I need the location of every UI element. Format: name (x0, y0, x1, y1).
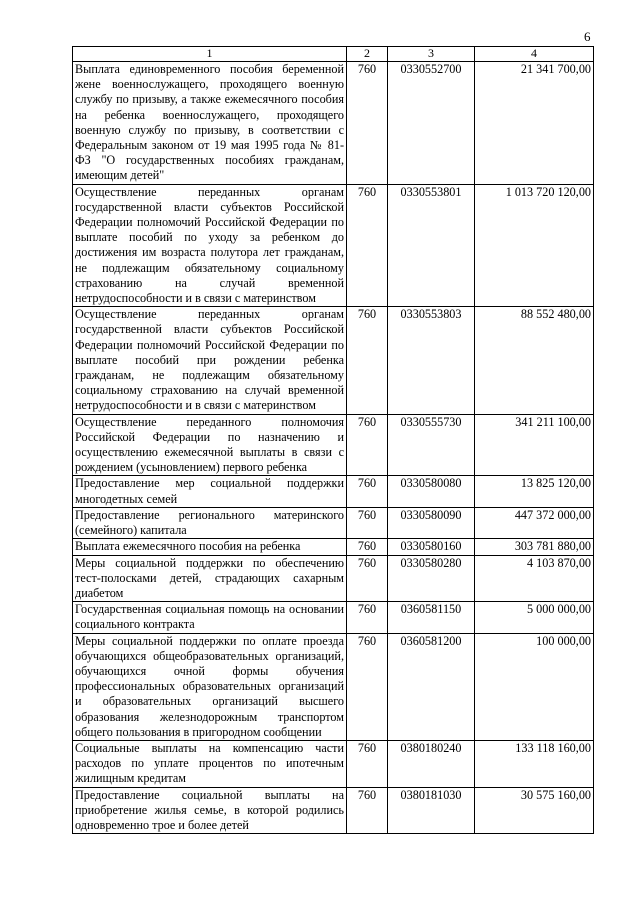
row-target-article: 0330555730 (388, 414, 475, 476)
table-row (73, 62, 594, 185)
table-row (73, 414, 594, 476)
row-target-article: 0360581200 (388, 633, 475, 740)
row-description: Социальные выплаты на компенсацию части расходов по уплате процентов по ипотечным жилищным кредитам (73, 740, 347, 787)
row-description: Осуществление переданного полномочия Российской Федерации по назначению и осуществлению ежемесячной выплаты в связи с рождением (усыновлением) первого ребенка (73, 414, 347, 476)
table-row (73, 307, 594, 414)
row-description: Осуществление переданных органам государственной власти субъектов Российской Федерации полномочий Российской Федерации по выплате пособий при рождении ребенка гражданам, не подлежащим обязательному социальному страхованию на случай временной нетрудоспособности и в связи с материнством (73, 307, 347, 414)
row-code: 760 (347, 539, 388, 555)
row-amount: 30 575 160,00 (475, 787, 594, 834)
row-target-article: 0330580280 (388, 555, 475, 602)
row-code: 760 (347, 633, 388, 740)
page-number: 6 (584, 29, 591, 44)
column-header-2: 2 (347, 47, 388, 62)
row-amount: 13 825 120,00 (475, 476, 594, 507)
table-row (73, 476, 594, 507)
table-header-row (73, 47, 594, 62)
row-amount: 4 103 870,00 (475, 555, 594, 602)
row-code: 760 (347, 184, 388, 307)
row-description: Предоставление регионального материнского (семейного) капитала (73, 507, 347, 538)
row-code: 760 (347, 507, 388, 538)
row-description: Государственная социальная помощь на основании социального контракта (73, 602, 347, 633)
row-target-article: 0380181030 (388, 787, 475, 834)
row-target-article: 0330553803 (388, 307, 475, 414)
row-code: 760 (347, 307, 388, 414)
row-target-article: 0360581150 (388, 602, 475, 633)
table-row (73, 602, 594, 633)
row-target-article: 0330580160 (388, 539, 475, 555)
table-row (73, 633, 594, 740)
table-row (73, 787, 594, 834)
row-amount: 303 781 880,00 (475, 539, 594, 555)
row-target-article: 0330552700 (388, 62, 475, 185)
budget-table (72, 46, 594, 834)
table-row (73, 539, 594, 555)
row-description: Меры социальной поддержки по оплате проезда обучающихся общеобразовательных организаций, обучающихся очной формы обучения профессиональных образовательных организаций и образовательных организаций высшего образования железнодорожным транспортом общего пользования в пригородном сообщении (73, 633, 347, 740)
row-amount: 447 372 000,00 (475, 507, 594, 538)
row-code: 760 (347, 602, 388, 633)
column-header-3: 3 (388, 47, 475, 62)
table-row (73, 184, 594, 307)
column-header-4: 4 (475, 47, 594, 62)
column-header-1: 1 (73, 47, 347, 62)
row-amount: 133 118 160,00 (475, 740, 594, 787)
row-target-article: 0330553801 (388, 184, 475, 307)
table-row (73, 507, 594, 538)
row-code: 760 (347, 555, 388, 602)
row-amount: 21 341 700,00 (475, 62, 594, 185)
table-row (73, 740, 594, 787)
row-amount: 1 013 720 120,00 (475, 184, 594, 307)
row-target-article: 0330580080 (388, 476, 475, 507)
table-row (73, 555, 594, 602)
row-description: Осуществление переданных органам государственной власти субъектов Российской Федерации полномочий Российской Федерации по выплате пособий по уходу за ребенком до достижения им возраста полутора лет гражданам, не подлежащим обязательному социальному страхованию на случай временной нетрудоспособности и в связи с материнством (73, 184, 347, 307)
row-description: Выплата ежемесячного пособия на ребенка (73, 539, 347, 555)
row-amount: 5 000 000,00 (475, 602, 594, 633)
row-code: 760 (347, 414, 388, 476)
row-amount: 341 211 100,00 (475, 414, 594, 476)
row-amount: 100 000,00 (475, 633, 594, 740)
row-description: Предоставление мер социальной поддержки многодетных семей (73, 476, 347, 507)
row-description: Предоставление социальной выплаты на приобретение жилья семье, в которой родились одновременно трое и более детей (73, 787, 347, 834)
row-target-article: 0330580090 (388, 507, 475, 538)
row-code: 760 (347, 787, 388, 834)
row-description: Выплата единовременного пособия беременной жене военнослужащего, проходящего военную службу по призыву, а также ежемесячного пособия на ребенка военнослужащего, проходящего военную службу по призыву, в соответствии с Федеральным законом от 19 мая 1995 года № 81-ФЗ "О государственных пособиях гражданам, имеющим детей" (73, 62, 347, 185)
row-code: 760 (347, 740, 388, 787)
row-description: Меры социальной поддержки по обеспечению тест-полосками детей, страдающих сахарным диабетом (73, 555, 347, 602)
row-code: 760 (347, 62, 388, 185)
row-amount: 88 552 480,00 (475, 307, 594, 414)
row-code: 760 (347, 476, 388, 507)
row-target-article: 0380180240 (388, 740, 475, 787)
